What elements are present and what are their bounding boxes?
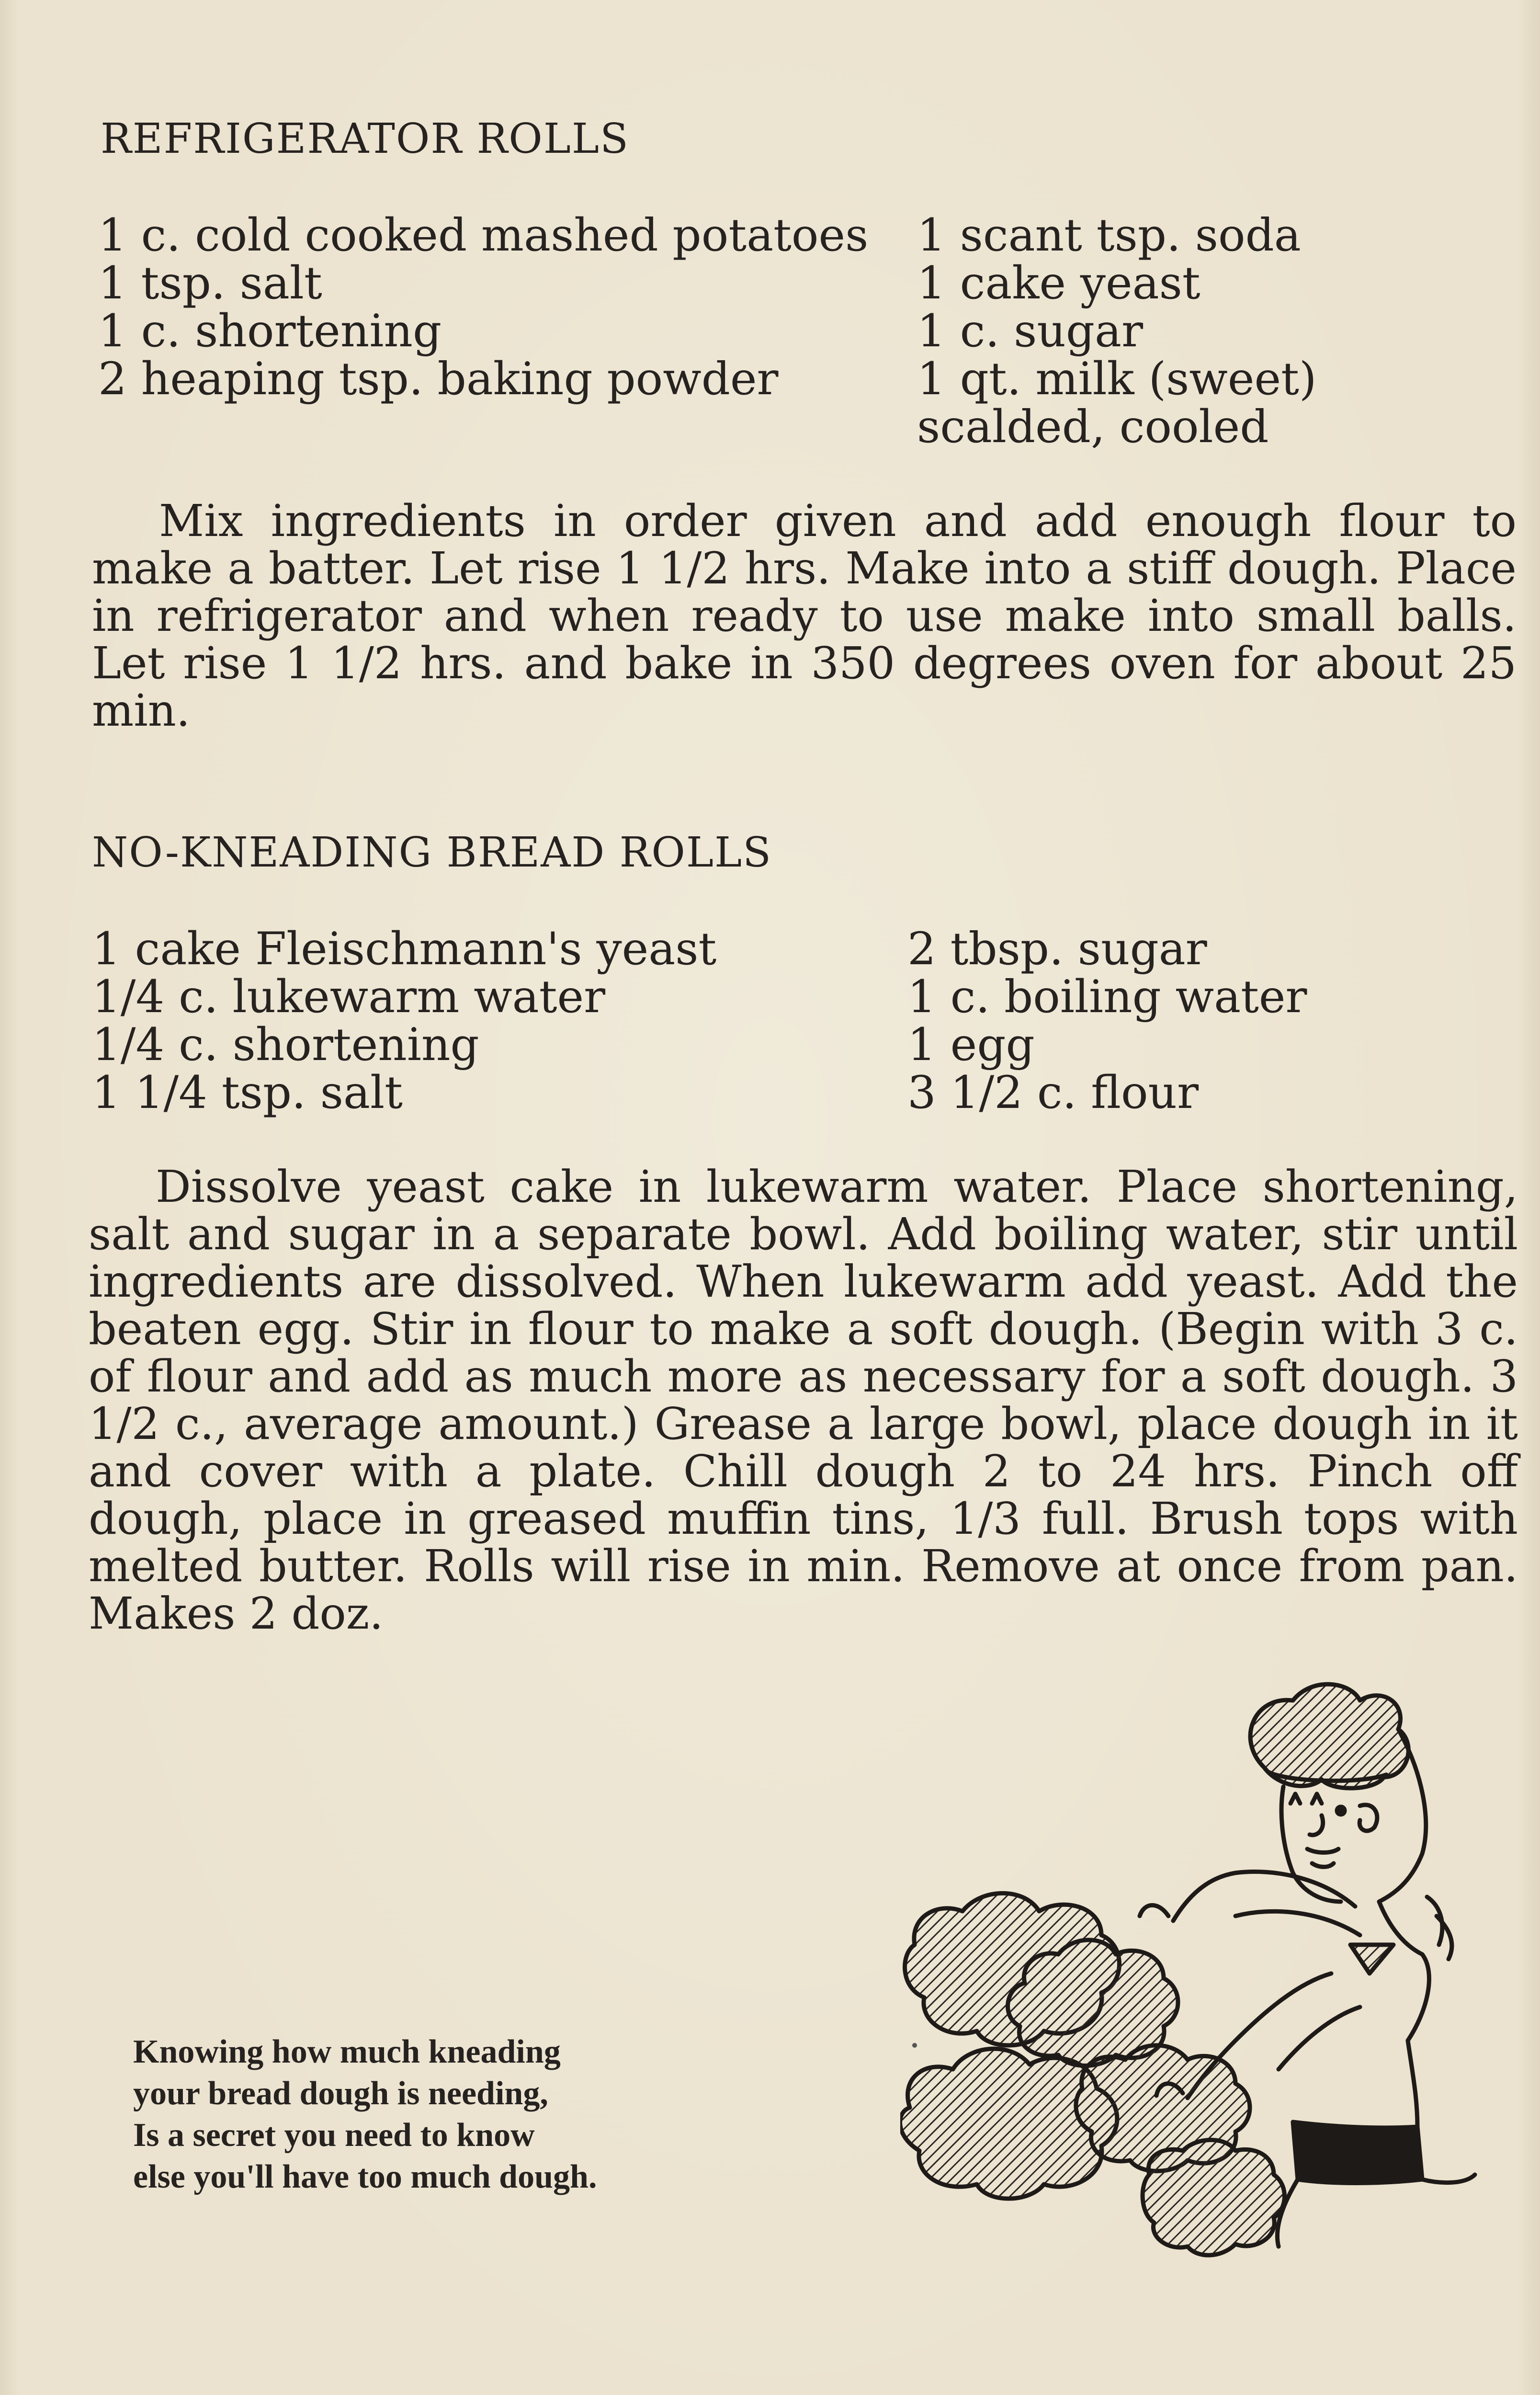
recipe-title: REFRIGERATOR ROLLS (101, 115, 629, 163)
ingredient: 1 egg (907, 1019, 1035, 1071)
ingredient: 1 cake Fleischmann's yeast (92, 923, 717, 975)
ingredient: 1 c. cold cooked mashed potatoes (98, 209, 869, 262)
recipe-directions (89, 1163, 1518, 1637)
ingredients-right (917, 209, 1317, 453)
ingredient: 1 1/4 tsp. salt (92, 1067, 403, 1119)
chef-kneading-dough-drawing (900, 1676, 1489, 2270)
ingredient: 3 1/2 c. flour (907, 1067, 1199, 1119)
ingredient: 1 scant tsp. soda (917, 209, 1301, 262)
ingredient: 1 cake yeast (917, 257, 1200, 309)
directions-text: Mix ingredients in order given and add enough flour to make a batter. Let rise 1 1/2 hrs. Make into a stiff dough. Place in refrigerator and when ready to use make into small balls. Let rise 1 1/2 hrs. and bake in 350 degrees oven for about 25 min. (92, 495, 1517, 736)
ingredient: scalded, cooled (917, 401, 1269, 453)
poem (133, 2031, 597, 2198)
poem-line: Is a secret you need to know (133, 2117, 535, 2154)
ingredient: 1 c. boiling water (907, 971, 1307, 1023)
poem-line: else you'll have too much dough. (133, 2158, 597, 2195)
ingredients-right (907, 925, 1307, 1117)
ingredients-left (92, 925, 716, 1117)
ingredient: 2 heaping tsp. baking powder (98, 353, 779, 405)
ingredient: 2 tbsp. sugar (907, 923, 1207, 975)
recipe-title: NO-KNEADING BREAD ROLLS (92, 829, 772, 877)
ingredient: 1 c. sugar (917, 305, 1144, 357)
ingredient: 1 qt. milk (sweet) (917, 353, 1317, 405)
poem-line: your bread dough is needing, (133, 2075, 548, 2112)
ingredient: 1 tsp. salt (98, 257, 322, 309)
directions-text: Dissolve yeast cake in lukewarm water. Place shortening, salt and sugar in a separate bowl. Add boiling water, stir until ingredients are dissolved. When lukewarm add yeast. Add the beaten egg. Stir in flour to make a soft dough. (Begin with 3 c. of flour and add as much more as necessary for a soft dough. 3 1/2 c., average amount.) Grease a large bowl, place dough in it and cover with a plate. Chill dough 2 to 24 hrs. Pinch off dough, place in greased muffin tins, 1/3 full. Brush tops with melted butter. Rolls will rise in min. Remove at once from pan. Makes 2 doz. (89, 1161, 1518, 1639)
ingredients-left (98, 209, 869, 405)
poem-line: Knowing how much kneading (133, 2033, 561, 2070)
ingredient: 1 c. shortening (98, 305, 442, 357)
ingredient: 1/4 c. shortening (92, 1019, 479, 1071)
recipe-directions (92, 497, 1517, 734)
ingredient: 1/4 c. lukewarm water (92, 971, 606, 1023)
